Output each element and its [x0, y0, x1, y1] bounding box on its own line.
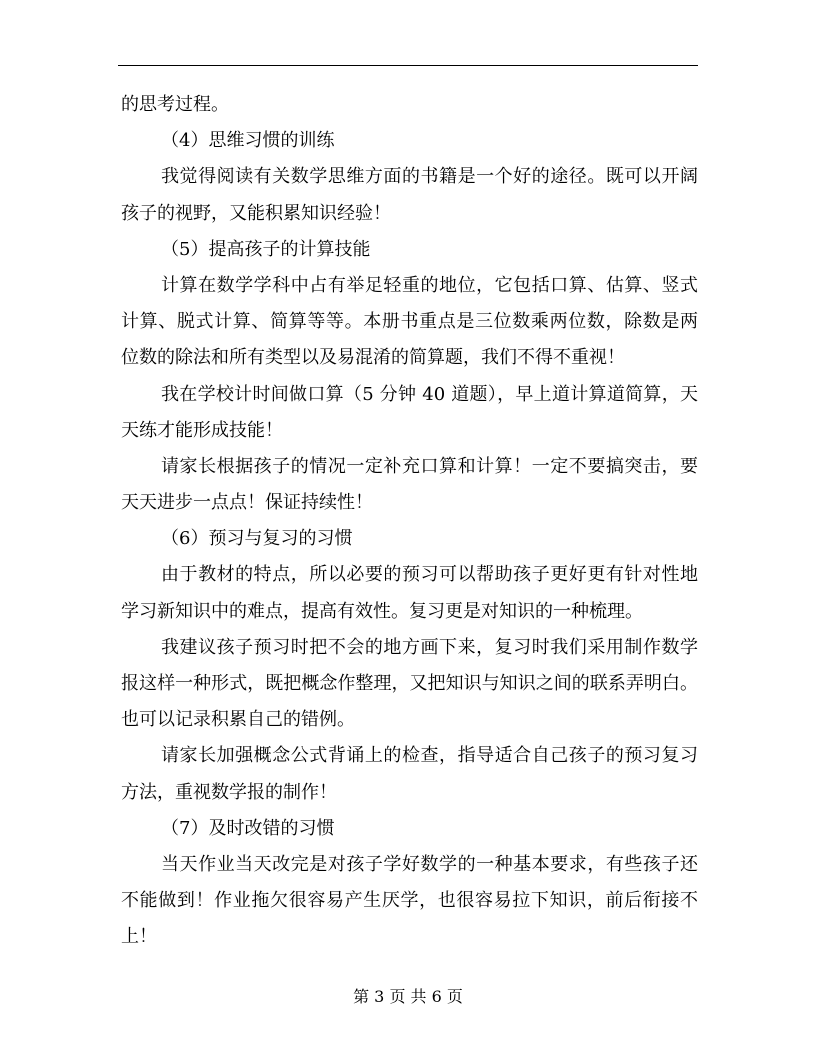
- text-line: 天练才能形成技能！: [121, 419, 283, 441]
- text-line: 请家长加强概念公式背诵上的检查，指导适合自己孩子的预习复习: [161, 745, 698, 767]
- text-line: 学习新知识中的难点，提高有效性。复习更是对知识的一种梳理。: [121, 600, 643, 622]
- text-line: 天天进步一点点！保证持续性！: [121, 492, 373, 514]
- text-line: 孩子的视野，又能积累知识经验！: [121, 202, 391, 224]
- text-line: 计算、脱式计算、简算等等。本册书重点是三位数乘两位数，除数是两: [121, 311, 698, 333]
- text-line: 的思考过程。: [121, 94, 229, 115]
- header-rule: [118, 65, 698, 66]
- text-line: 请家长根据孩子的情况一定补充口算和计算！一定不要搞突击，要: [161, 455, 698, 477]
- text-line: 我建议孩子预习时把不会的地方画下来，复习时我们采用制作数学: [161, 636, 698, 658]
- text-line: 不能做到！作业拖欠很容易产生厌学，也很容易拉下知识，前后衔接不: [121, 890, 698, 912]
- text-line: 报这样一种形式，既把概念作整理，又把知识与知识之间的联系弄明白。: [121, 673, 698, 694]
- section-heading-4: （4）思维习惯的训练: [161, 130, 335, 152]
- text-line: 由于教材的特点，所以必要的预习可以帮助孩子更好更有针对性地: [161, 564, 698, 586]
- text-line: 当天作业当天改完是对孩子学好数学的一种基本要求，有些孩子还: [161, 853, 698, 875]
- section-heading-6: （6）预习与复习的习惯: [161, 528, 353, 550]
- text-line: 我觉得阅读有关数学思维方面的书籍是一个好的途径。既可以开阔: [161, 166, 698, 188]
- text-line: 位数的除法和所有类型以及易混淆的简算题，我们不得不重视！: [121, 347, 625, 369]
- text-line: 上！: [121, 926, 157, 948]
- text-line: 方法，重视数学报的制作！: [121, 781, 337, 803]
- text-line: 计算在数学学科中占有举足轻重的地位，它包括口算、估算、竖式: [161, 274, 698, 296]
- section-heading-7: （7）及时改错的习惯: [161, 817, 335, 839]
- text-line: 我在学校计时间做口算（5 分钟 40 道题），早上道计算道简算，天: [161, 383, 698, 405]
- text-line: 也可以记录积累自己的错例。: [121, 709, 355, 731]
- page-number: 第 3 页 共 6 页: [353, 987, 463, 1006]
- section-heading-5: （5）提高孩子的计算技能: [161, 238, 371, 260]
- document-body: [121, 87, 698, 956]
